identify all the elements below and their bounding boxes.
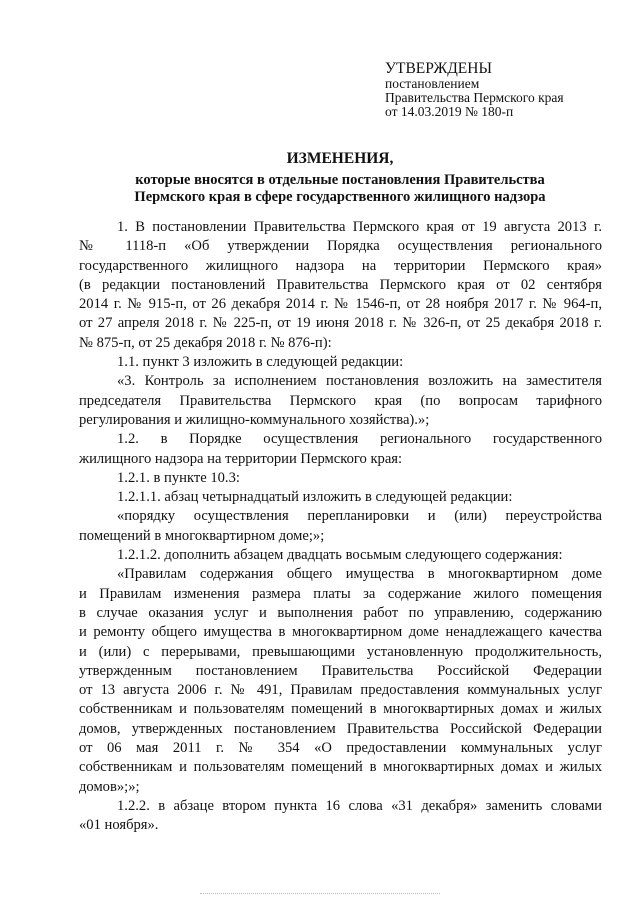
body-text-line: «01 ноября». xyxy=(79,817,159,834)
title-main: ИЗМЕНЕНИЯ, xyxy=(286,150,394,167)
body-text-line: 1.2.2. в абзаце втором пункта 16 слова «31 декабря» заменить словами xyxy=(117,797,602,814)
body-text-line: (в редакции постановлений Правительства Пермского края от 02 сентября xyxy=(79,276,602,293)
body-text-line: домов»;»; xyxy=(79,778,140,795)
body-text-line: жилищного надзора на территории Пермского края: xyxy=(79,450,403,467)
body-text-line: 1. В постановлении Правительства Пермского края от 19 августа 2013 г. xyxy=(117,219,602,235)
body-text-line: 1.2.1. в пункте 10.3: xyxy=(117,469,240,486)
body-text-line: домов, утвержденных постановлением Правительства Российской Федерации xyxy=(79,720,602,737)
body-text-line: 1.2. в Порядке осуществления регионального государственного xyxy=(117,431,602,448)
body-text-line: «Правилам содержания общего имущества в многоквартирном доме xyxy=(117,566,602,583)
body-text-line: собственникам и пользователям помещений в многоквартирных домах и жилых xyxy=(79,759,602,776)
document-body xyxy=(79,218,602,836)
body-text-line: № 875-п, от 25 декабря 2018 г. № 876-п): xyxy=(79,334,332,351)
body-text-line: и (или) с перерывами, превышающими установленную продолжительность, xyxy=(79,643,602,660)
approval-line: постановлением xyxy=(385,76,480,91)
body-text-line: 1.1. пункт 3 изложить в следующей редакции: xyxy=(117,354,404,371)
approval-stamp xyxy=(385,60,630,119)
approval-line: от 14.03.2019 № 180-п xyxy=(385,104,514,119)
body-text-line: от 13 августа 2006 г. № 491, Правилам предоставления коммунальных услуг xyxy=(79,682,602,699)
title-subtitle-line: которые вносятся в отдельные постановления Правительства xyxy=(135,172,545,188)
body-text-line: 1.2.1.2. дополнить абзацем двадцать восьмым следующего содержания: xyxy=(117,547,563,564)
body-text-line: № 1118-п «Об утверждении Порядка осуществления регионального xyxy=(79,238,602,255)
body-text-line: помещений в многоквартирном доме;»; xyxy=(79,527,325,544)
body-text-line: «порядку осуществления перепланировки и (или) переустройства xyxy=(117,508,602,525)
body-text-line: от 06 мая 2011 г. № 354 «О предоставлении коммунальных услуг xyxy=(79,740,602,757)
approval-heading: УТВЕРЖДЕНЫ xyxy=(385,60,492,77)
body-text-line: «3. Контроль за исполнением постановления возложить на заместителя xyxy=(117,373,602,390)
body-text-line: 1.2.1.1. абзац четырнадцатый изложить в следующей редакции: xyxy=(117,489,513,506)
footer-divider xyxy=(200,893,440,894)
body-text-line: и Правилам изменения размера платы за содержание жилого помещения xyxy=(79,585,602,602)
title-subtitle-line: Пермского края в сфере государственного жилищного надзора xyxy=(134,189,546,205)
document-title xyxy=(80,150,600,206)
body-text-line: регулирования и жилищно-коммунального хозяйства).»; xyxy=(79,411,430,428)
body-text-line: от 27 апреля 2018 г. № 225-п, от 19 июня 2018 г. № 326-п, от 25 декабря 2018 г. xyxy=(79,315,602,332)
body-text-line: председателя Правительства Пермского края (по вопросам тарифного xyxy=(79,392,602,409)
body-text-line: собственникам и пользователям помещений в многоквартирных домах и жилых xyxy=(79,701,602,718)
approval-line: Правительства Пермского края xyxy=(385,90,564,105)
body-text-line: государственного жилищного надзора на территории Пермского края» xyxy=(79,257,602,274)
body-text-line: в случае оказания услуг и выполнения работ по управлению, содержанию xyxy=(79,604,602,621)
body-text-line: утвержденным постановлением Правительства Российской Федерации xyxy=(79,662,602,679)
body-text-line: 2014 г. № 915-п, от 26 декабря 2014 г. № 1546-п, от 28 ноября 2017 г. № 964-п, xyxy=(79,296,602,313)
body-text-line: и ремонту общего имущества в многоквартирном доме ненадлежащего качества xyxy=(79,624,602,641)
